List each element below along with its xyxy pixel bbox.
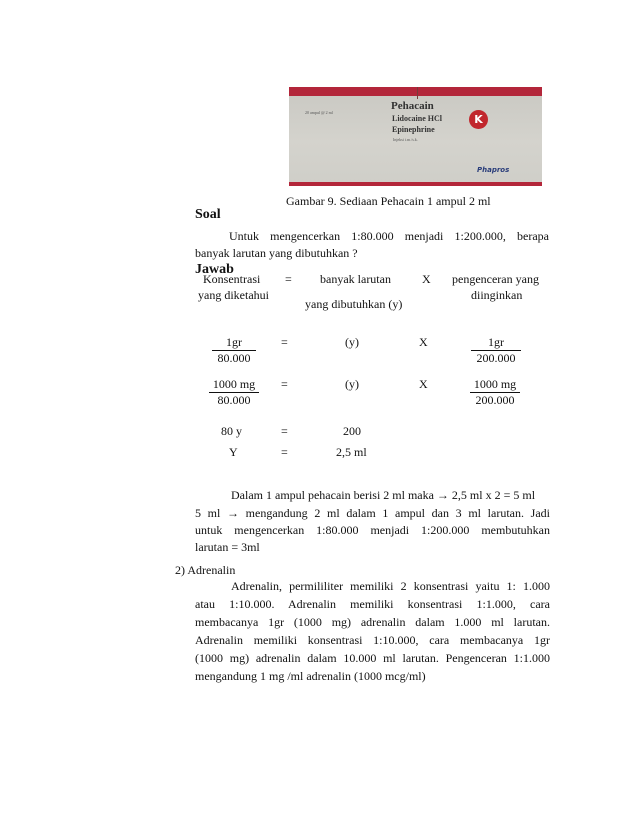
row3-left: 80 y [221, 424, 242, 438]
row1-left-fraction [212, 335, 256, 366]
photo-lidocaine: Lidocaine HCl [392, 114, 443, 123]
adrenalin-line-4: Adrenalin memiliki konsentrasi 1:10.000, cara membacanya 1gr [195, 633, 550, 647]
formula-times: X [422, 272, 431, 286]
formula-eq: = [285, 272, 292, 286]
row1-left-numerator: 1gr [212, 335, 256, 351]
soal-heading: Soal [195, 207, 221, 222]
row3-eq: = [281, 424, 288, 438]
photo-maker-logo: Phapros [477, 166, 510, 174]
soal-line-2: banyak larutan yang dibutuhkan ? [195, 246, 358, 260]
adrenalin-line-3: membacanya 1gr (1000 mg) adrenalin dalam 1.000 ml larutan. [195, 615, 550, 629]
row4-mid: 2,5 ml [336, 445, 367, 459]
row2-left-numerator: 1000 mg [209, 377, 259, 393]
formula-mid-2: yang dibutuhkan (y) [305, 297, 403, 311]
row2-right-fraction [470, 377, 520, 408]
row2-left-fraction [209, 377, 259, 408]
photo-bottom-band [289, 182, 542, 186]
formula-left-1: Konsentrasi [203, 272, 261, 286]
row1-right-denominator: 200.000 [476, 351, 516, 365]
formula-mid-1: banyak larutan [320, 272, 391, 286]
row4-eq: = [281, 445, 288, 459]
soal-line-1: Untuk mengencerkan 1:80.000 menjadi 1:200.000, berapa [229, 229, 549, 243]
formula-right-1: pengenceran yang [452, 272, 539, 286]
photo-epinephrine: Epinephrine [392, 125, 435, 134]
row3-mid: 200 [343, 424, 361, 438]
photo-tick [417, 87, 418, 99]
row2-eq: = [281, 377, 288, 391]
row1-eq: = [281, 335, 288, 349]
conclusion-line-2: 5 ml → mengandung 2 ml dalam 1 ampul dan 3 ml larutan. Jadi [195, 506, 550, 520]
formula-left-2: yang diketahui [198, 288, 269, 302]
adrenalin-heading: 2) Adrenalin [175, 563, 236, 577]
row2-left-denominator: 80.000 [217, 393, 251, 407]
row1-times: X [419, 335, 428, 349]
adrenalin-line-6: mengandung 1 mg /ml adrenalin (1000 mcg/ml) [195, 669, 426, 683]
row1-right-numerator: 1gr [471, 335, 521, 351]
row1-right-fraction [471, 335, 521, 366]
row2-right-denominator: 200.000 [475, 393, 515, 407]
adrenalin-line-5: (1000 mg) adrenalin dalam 10.000 ml larutan. Pengenceran 1:1.000 [195, 651, 550, 665]
row1-mid: (y) [345, 335, 359, 349]
photo-brand: Pehacain [391, 100, 434, 112]
row4-left: Y [229, 445, 238, 459]
figure-caption: Gambar 9. Sediaan Pehacain 1 ampul 2 ml [286, 194, 491, 208]
photo-injection-text: Injeksi i.m./s.k. [393, 137, 418, 142]
photo-ampul-text: 20 ampul @ 2 ml [305, 110, 333, 115]
conclusion-line-3: untuk mengencerkan 1:80.000 menjadi 1:200.000 membutuhkan [195, 523, 550, 537]
adrenalin-line-1: Adrenalin, permililiter memiliki 2 konsentrasi yaitu 1: 1.000 [231, 579, 550, 593]
row2-times: X [419, 377, 428, 391]
row1-left-denominator: 80.000 [217, 351, 251, 365]
row2-mid: (y) [345, 377, 359, 391]
conclusion-line-4: larutan = 3ml [195, 540, 260, 554]
formula-right-2: diinginkan [471, 288, 523, 302]
photo-top-band [289, 87, 542, 96]
jawab-heading: Jawab [195, 262, 234, 277]
row2-right-numerator: 1000 mg [470, 377, 520, 393]
product-photo [289, 87, 542, 186]
conclusion-line-1: Dalam 1 ampul pehacain berisi 2 ml maka → 2,5 ml x 2 = 5 ml [231, 488, 536, 502]
photo-k-logo: K [469, 110, 488, 129]
adrenalin-line-2: atau 1:10.000. Adrenalin memiliki konsentrasi 1:1.000, cara [195, 597, 550, 611]
